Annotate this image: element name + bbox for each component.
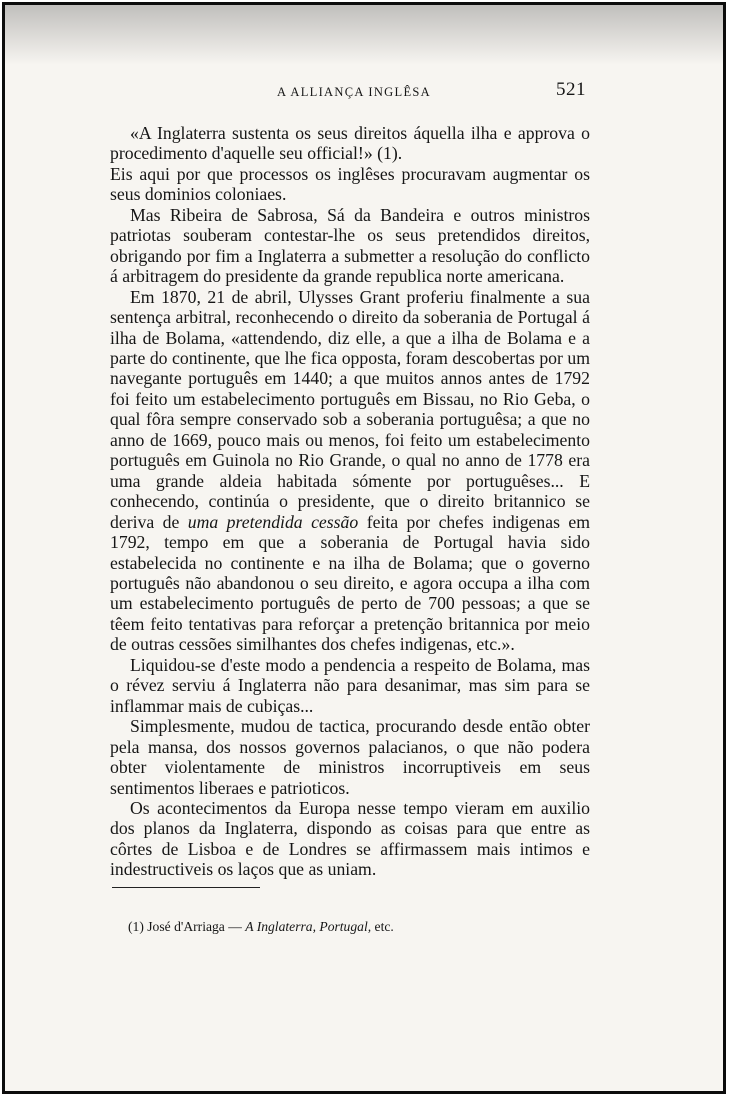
paragraph-2: Eis aqui por que processos os inglêses procuravam augmentar os seus dominios coloniaes. [110,163,590,205]
footnote-title-b: Portugal, [319,919,372,934]
paragraph-3: Mas Ribeira de Sabrosa, Sá da Bandeira e outros ministros patriotas souberam contestar-lhe os seus pretendidos direitos, obrigando por fim a Inglaterra a submetter a resolução do conflicto á arbitragem do presidente da grande republica norte americana. [110,204,590,287]
body-text [110,123,590,880]
footnote-author: José d'Arriaga — [147,919,242,934]
footnote-tail: etc. [374,919,394,934]
paragraph-4 [110,287,590,655]
paragraph-7: Os acontecimentos da Europa nesse tempo vieram em auxilio dos planos da Inglaterra, dispondo as coisas para que entre as côrtes de Lisboa e de Londres se affirmassem mais intimos e indestructiveis os laços que as uniam. [110,797,590,880]
paragraph-4-text-b: feita por chefes indigenas em 1792, tempo em que a soberania de Portugal havia sido estabelecida no continente e na ilha de Bolama; que o governo português não abandonou o seu direito, e agora occupa a ilha com um estabelecimento português de perto de 700 pessoas; a que se têem feito tentativas para reforçar a pretenção britannica por meio de outras cessões similhantes dos chefes indigenas, etc.». [110,511,591,655]
scan-shading [5,5,723,65]
page-header [5,81,723,105]
page-frame [2,2,726,1094]
page-number: 521 [556,79,586,100]
paragraph-5: Liquidou-se d'este modo a pendencia a respeito de Bolama, mas o révez serviu á Inglaterra não para desanimar, mas sim para se inflammar mais de cubiças... [110,654,590,716]
paragraph-6: Simplesmente, mudou de tactica, procurando desde então obter pela mansa, dos nossos governos palacianos, o que não podera obter violentamente de ministros incorruptiveis em seus sentimentos liberaes e patrioticos. [110,716,590,798]
paragraph-4-italic: uma pretendida cessão [187,511,359,532]
footnote-title-a: A Inglaterra, [245,919,316,934]
footnote [128,918,588,935]
footnote-marker: (1) [128,919,144,934]
footnote-rule [112,887,260,888]
paragraph-1: «A Inglaterra sustenta os seus direitos áquella ilha e approva o procedimento d'aquelle seu official!» (1). [110,123,590,164]
running-title: A ALLIANÇA INGLÊSA [277,85,431,99]
paragraph-4-text-a: Em 1870, 21 de abril, Ulysses Grant proferiu finalmente a sua sentença arbitral, reconhecendo o direito da soberania de Portugal á ilha de Bolama, «attendendo, diz elle, a que a ilha de Bolama e a parte do continente, que lhe fica opposta, foram descobertas por um navegante português em 1440; a que muitos annos antes de 1792 foi feito um estabelecimento português em Bissau, no Rio Geba, o qual fôra sempre conservado sob a soberania portuguêsa; a que no anno de 1669, pouco mais ou menos, foi feito um estabelecimento português em Guinola no Rio Grande, o qual no anno de 1778 era uma grande aldeia habitada sómente por portuguêses... E conhecendo, continúa o presidente, que o direito britannico se deriva de [110,286,590,532]
